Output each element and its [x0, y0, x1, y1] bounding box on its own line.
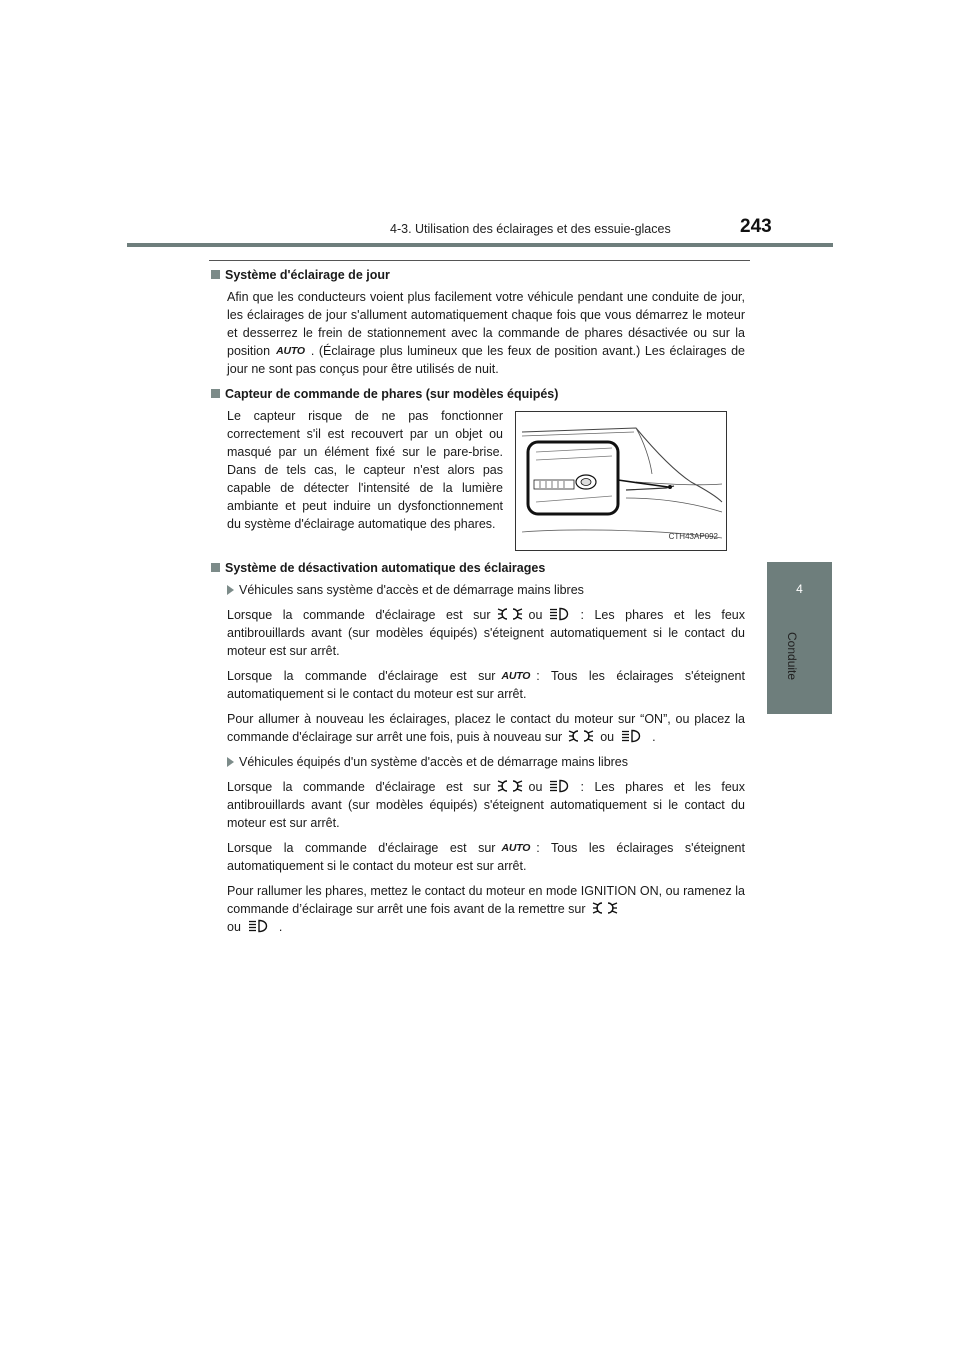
triangle-bullet-icon	[227, 585, 234, 595]
subsection-label-smart-key: Véhicules équipés d'un système d'accès et de démarrage mains libres	[209, 753, 745, 771]
headlight-icon	[620, 729, 646, 743]
chapter-tab-label-text: Conduite	[785, 632, 799, 681]
sensor-paragraph: Le capteur risque de ne pas fonctionner correctement s'il est recouvert par un objet ou masqué par un élément fixé sur le pare-brise. Dans de tels cas, le capteur n'est alors pas capable de détecter l'intensité de la lumière ambiante et peut induire un dysfonctionnement du système d'éclairage automatique des phares.	[227, 409, 503, 531]
square-bullet-icon	[211, 563, 220, 572]
auto-icon: AUTO	[276, 345, 305, 357]
headlight-icon	[247, 919, 273, 933]
tail-light-icon	[497, 607, 523, 621]
tail-light-icon	[592, 901, 618, 915]
headlight-icon	[548, 779, 574, 793]
section-heading-auto-off: Système de désactivation automatique des éclairages	[209, 559, 745, 577]
tail-light-icon	[568, 729, 594, 743]
tail-light-icon	[497, 779, 523, 793]
square-bullet-icon	[211, 389, 220, 398]
content-top-rule	[209, 260, 750, 261]
sub2-paragraph-3: Pour rallumer les phares, mettez le contact du moteur en mode IGNITION ON, ou ramenez la commande d’éclairage sur arrêt une fois avant de la remettre sur ou .	[227, 884, 745, 934]
subsection-label-no-smart-key: Véhicules sans système d'accès et de démarrage mains libres	[209, 581, 745, 599]
section-heading-daylight: Système d'éclairage de jour	[209, 266, 745, 284]
sub2-paragraph-2: Lorsque la commande d'éclairage est sur AUTO : Tous les éclairages s'éteignent automatiquement si le contact du moteur est sur arrêt.	[227, 841, 745, 873]
auto-icon: AUTO	[501, 670, 531, 682]
sub2-paragraph-1: Lorsque la commande d'éclairage est sur ou : Les phares et les feux antibrouillards avant (sur modèles équipés) s'éteignent automatiquement si le contact du moteur est sur arrêt.	[227, 780, 745, 830]
triangle-bullet-icon	[227, 757, 234, 767]
sub1-paragraph-3: Pour allumer à nouveau les éclairages, placez le contact du moteur sur “ON”, ou placez la commande d'éclairage sur arrêt une fois, puis à nouveau sur ou .	[227, 712, 745, 744]
square-bullet-icon	[211, 270, 220, 279]
sub1-paragraph-2: Lorsque la commande d'éclairage est sur AUTO : Tous les éclairages s'éteignent automatiquement si le contact du moteur est sur arrêt.	[227, 669, 745, 701]
headlight-icon	[548, 607, 574, 621]
chapter-tab-label	[767, 632, 832, 692]
daylight-paragraph: Afin que les conducteurs voient plus facilement votre véhicule pendant une conduite de jour, les éclairages de jour s'allument automatiquement chaque fois que vous démarrez le moteur et desserrez le frein de stationnement avec la commande de phares désactivée ou sur la position AUTO . (Éclairage plus lumineux que les feux de position avant.) Les éclairages de jour ne sont pas conçus pour être utilisés de nuit.	[227, 290, 745, 376]
running-header: 4-3. Utilisation des éclairages et des essuie-glaces	[390, 222, 671, 236]
page-content	[209, 266, 745, 943]
figure-code: CTH43AP092	[668, 532, 718, 541]
sensor-figure	[515, 411, 727, 551]
section-heading-sensor: Capteur de commande de phares (sur modèles équipés)	[209, 385, 745, 403]
sub1-paragraph-1: Lorsque la commande d'éclairage est sur ou : Les phares et les feux antibrouillards avant (sur modèles équipés) s'éteignent automatiquement si le contact du moteur est sur arrêt.	[227, 608, 745, 658]
chapter-tab-number: 4	[796, 582, 803, 596]
page-number: 243	[740, 216, 772, 237]
header-rule	[127, 243, 833, 247]
auto-icon: AUTO	[501, 842, 531, 854]
